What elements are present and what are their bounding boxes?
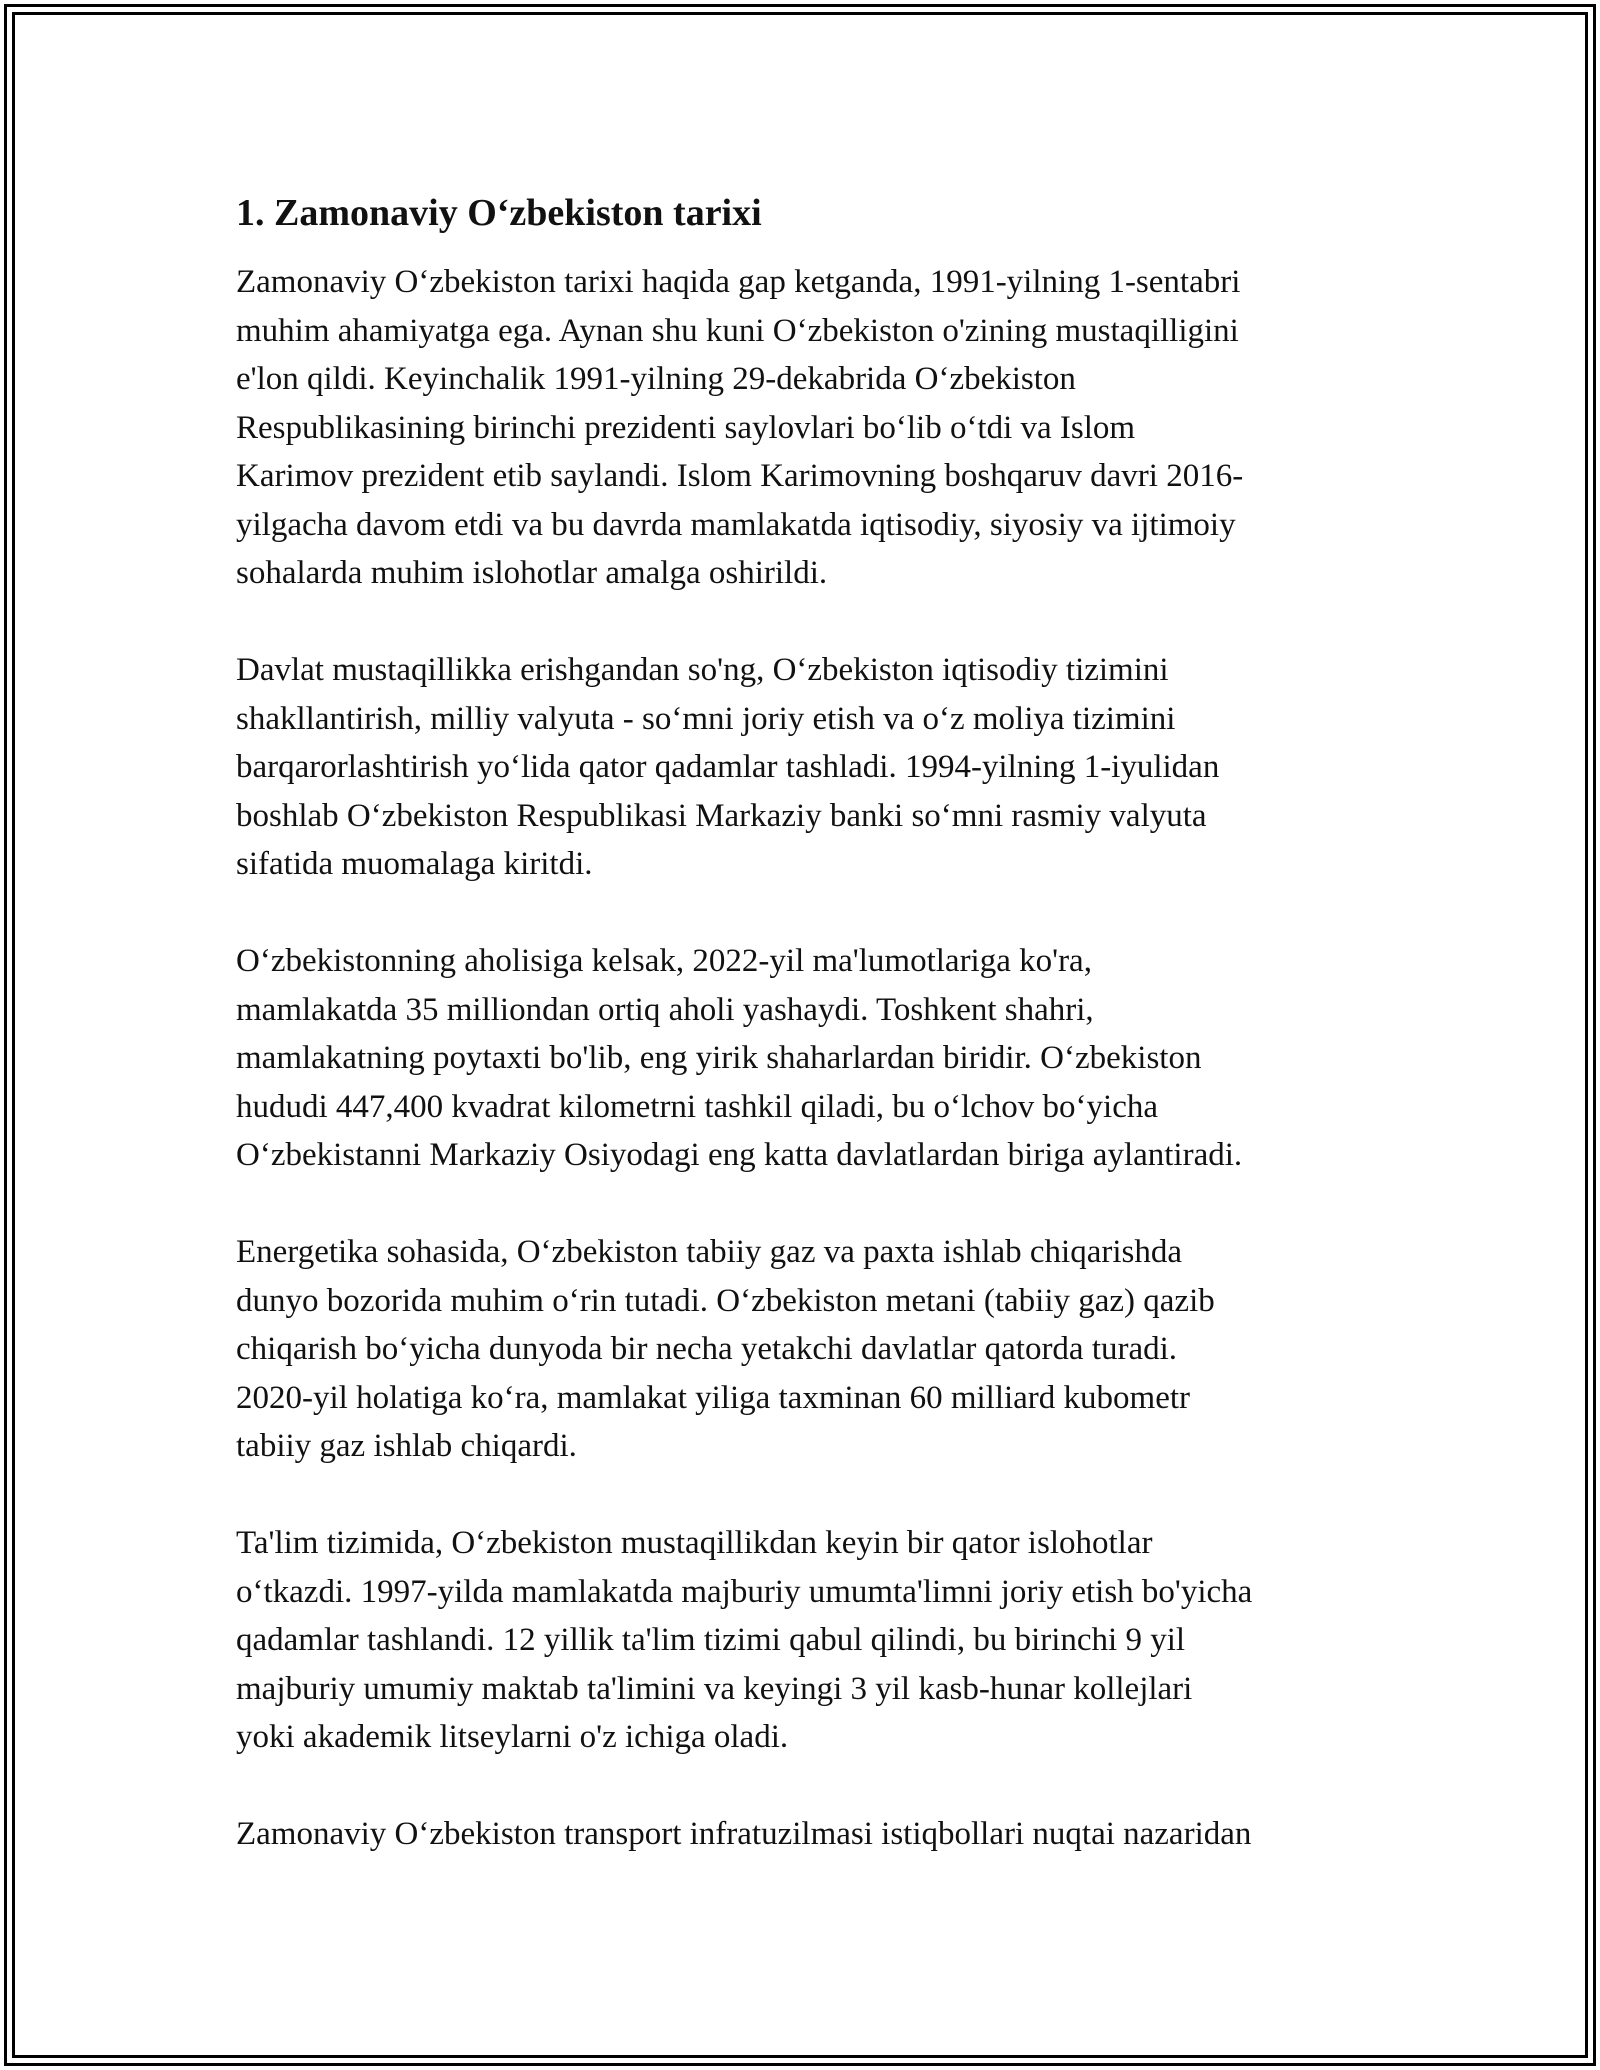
text-line: hududi 447,400 kvadrat kilometrni tashkil qiladi, bu o‘lchov bo‘yicha xyxy=(236,1088,1159,1125)
text-line: mamlakatning poytaxti bo'lib, eng yirik shaharlardan biridir. O‘zbekiston xyxy=(236,1040,1202,1076)
text-line: shakllantirish, milliy valyuta - so‘mni joriy etish va o‘z moliya tizimini xyxy=(236,700,1176,737)
text-line: qadamlar tashlandi. 12 yillik ta'lim tizimi qabul qilindi, bu birinchi 9 yil xyxy=(236,1622,1186,1658)
paragraph-population xyxy=(236,937,1376,1180)
paragraph-independence xyxy=(236,258,1376,598)
text-line: O‘zbekistanni Markaziy Osiyodagi eng katta davlatlardan biriga aylantiradi. xyxy=(236,1137,1243,1173)
text-line: 2020-yil holatiga ko‘ra, mamlakat yiliga taxminan 60 milliard kubometr xyxy=(236,1379,1191,1416)
text-line: barqarorlashtirish yo‘lida qator qadamlar tashladi. 1994-yilning 1-iyulidan xyxy=(236,749,1220,785)
document-body xyxy=(236,188,1376,1907)
text-line: Zamonaviy O‘zbekiston tarixi haqida gap ketganda, 1991-yilning 1-sentabri xyxy=(236,264,1241,300)
text-line: mamlakatda 35 milliondan ortiq aholi yashaydi. Toshkent shahri, xyxy=(236,991,1094,1028)
text-line: sohalarda muhim islohotlar amalga oshirildi. xyxy=(236,555,828,591)
paragraph-transport xyxy=(236,1810,1376,1859)
text-line: majburiy umumiy maktab ta'limini va keyingi 3 yil kasb-hunar kollejlari xyxy=(236,1670,1193,1707)
text-line: muhim ahamiyatga ega. Aynan shu kuni O‘zbekiston o'zining mustaqilligini xyxy=(236,312,1239,349)
text-line: dunyo bozorida muhim o‘rin tutadi. O‘zbekiston metani (tabiiy gaz) qazib xyxy=(236,1282,1215,1319)
text-line: O‘zbekistonning aholisiga kelsak, 2022-yil ma'lumotlariga ko'ra, xyxy=(236,943,1092,979)
text-line: tabiiy gaz ishlab chiqardi. xyxy=(236,1428,577,1464)
text-line: yoki akademik litseylarni o'z ichiga oladi. xyxy=(236,1719,789,1755)
text-line: chiqarish bo‘yicha dunyoda bir necha yetakchi davlatlar qatorda turadi. xyxy=(236,1331,1178,1367)
text-line: o‘tkazdi. 1997-yilda mamlakatda majburiy umumta'limni joriy etish bo'yicha xyxy=(236,1573,1253,1610)
text-line: boshlab O‘zbekiston Respublikasi Markaziy banki so‘mni rasmiy valyuta xyxy=(236,797,1207,834)
paragraph-economy xyxy=(236,646,1376,889)
section-heading: 1. Zamonaviy O‘zbekiston tarixi xyxy=(236,192,762,234)
text-line: Ta'lim tizimida, O‘zbekiston mustaqillikdan keyin bir qator islohotlar xyxy=(236,1525,1153,1561)
text-line: Davlat mustaqillikka erishgandan so'ng, O‘zbekiston iqtisodiy tizimini xyxy=(236,652,1169,688)
text-line: Karimov prezident etib saylandi. Islom Karimovning boshqaruv davri 2016- xyxy=(236,458,1244,494)
paragraph-energy xyxy=(236,1228,1376,1471)
text-line: Zamonaviy O‘zbekiston transport infratuzilmasi istiqbollari nuqtai nazaridan xyxy=(236,1816,1252,1852)
paragraph-education xyxy=(236,1519,1376,1762)
text-line: sifatida muomalaga kiritdi. xyxy=(236,846,593,882)
text-line: Energetika sohasida, O‘zbekiston tabiiy gaz va paxta ishlab chiqarishda xyxy=(236,1234,1183,1270)
text-line: e'lon qildi. Keyinchalik 1991-yilning 29-dekabrida O‘zbekiston xyxy=(236,361,1076,397)
text-line: yilgacha davom etdi va bu davrda mamlakatda iqtisodiy, siyosiy va ijtimoiy xyxy=(236,506,1236,543)
text-line: Respublikasining birinchi prezidenti saylovlari bo‘lib o‘tdi va Islom xyxy=(236,409,1136,446)
